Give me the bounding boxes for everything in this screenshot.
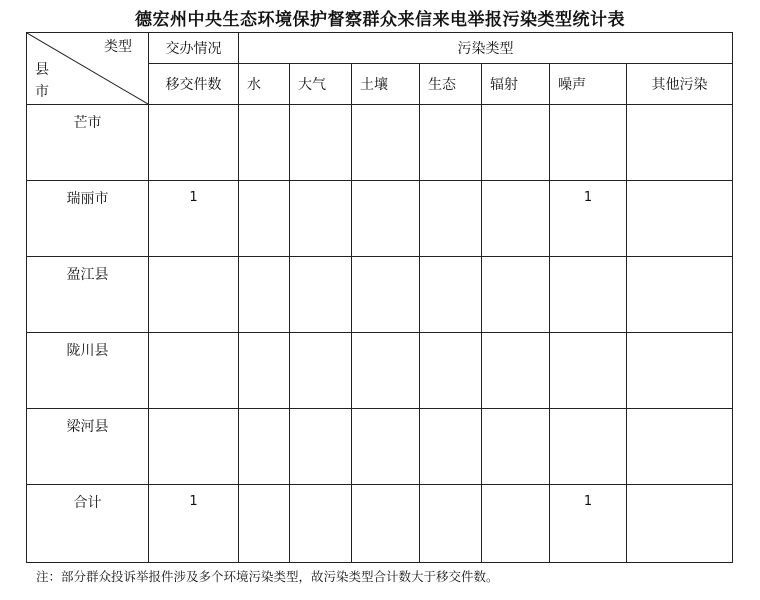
corner-type-label: 类型 <box>104 39 132 55</box>
table-cell <box>352 485 420 563</box>
table-cell <box>239 181 290 257</box>
table-cell <box>482 105 550 181</box>
table-cell <box>550 257 627 333</box>
table-cell <box>149 105 239 181</box>
table-cell: 1 <box>550 485 627 563</box>
table-cell <box>627 181 733 257</box>
header-row-1 <box>27 33 733 64</box>
table-cell <box>239 485 290 563</box>
table-cell <box>482 181 550 257</box>
table-row <box>27 257 733 333</box>
table-cell <box>239 257 290 333</box>
footnote: 注：部分群众投诉举报件涉及多个环境污染类型，故污染类型合计数大于移交件数。 <box>36 569 499 584</box>
column-header: 大气 <box>290 64 352 105</box>
table-cell <box>482 333 550 409</box>
table-cell <box>420 181 482 257</box>
table-row <box>27 181 733 257</box>
table-cell <box>149 257 239 333</box>
table-cell <box>550 333 627 409</box>
total-row <box>27 485 733 563</box>
county-name: 梁河县 <box>27 409 149 485</box>
table-cell: 1 <box>550 181 627 257</box>
table-cell <box>627 257 733 333</box>
table-cell <box>290 105 352 181</box>
table-cell <box>550 105 627 181</box>
column-header: 移交件数 <box>149 64 239 105</box>
table-cell: 1 <box>149 485 239 563</box>
table-cell <box>627 485 733 563</box>
table-cell <box>290 485 352 563</box>
table-title: 德宏州中央生态环境保护督察群众来信来电举报污染类型统计表 <box>135 10 625 30</box>
table-cell <box>420 333 482 409</box>
table-cell <box>352 181 420 257</box>
table-cell <box>149 409 239 485</box>
column-header: 生态 <box>420 64 482 105</box>
table-cell <box>290 409 352 485</box>
column-header: 水 <box>239 64 290 105</box>
table-cell <box>352 257 420 333</box>
table-cell <box>149 333 239 409</box>
table-cell <box>420 485 482 563</box>
table-cell <box>550 409 627 485</box>
total-label: 合计 <box>27 485 149 563</box>
column-header: 其他污染 <box>627 64 733 105</box>
table-cell: 1 <box>149 181 239 257</box>
county-name: 盈江县 <box>27 257 149 333</box>
table-cell <box>352 105 420 181</box>
corner-city-label: 市 <box>35 84 49 100</box>
table-cell <box>482 257 550 333</box>
table-cell <box>420 409 482 485</box>
table-cell <box>239 409 290 485</box>
table-cell <box>290 181 352 257</box>
table-cell <box>627 105 733 181</box>
table-cell <box>290 257 352 333</box>
column-header: 土壤 <box>352 64 420 105</box>
table-cell <box>420 257 482 333</box>
table-cell <box>420 105 482 181</box>
county-name: 芒市 <box>27 105 149 181</box>
county-name: 陇川县 <box>27 333 149 409</box>
table-cell <box>239 105 290 181</box>
table-cell <box>352 333 420 409</box>
table-row <box>27 409 733 485</box>
corner-header-cell <box>27 33 149 105</box>
table-row <box>27 333 733 409</box>
table-cell <box>482 485 550 563</box>
table-cell <box>352 409 420 485</box>
table-cell <box>239 333 290 409</box>
column-header: 辐射 <box>482 64 550 105</box>
table-cell <box>482 409 550 485</box>
table-cell <box>627 409 733 485</box>
pollution-group-header: 污染类型 <box>239 33 733 64</box>
table-cell <box>290 333 352 409</box>
table-cell <box>627 333 733 409</box>
handover-group-header: 交办情况 <box>149 33 239 64</box>
county-name: 瑞丽市 <box>27 181 149 257</box>
statistics-table <box>26 32 733 563</box>
table-row <box>27 105 733 181</box>
column-header: 噪声 <box>550 64 627 105</box>
corner-county-label: 县 <box>35 62 49 78</box>
